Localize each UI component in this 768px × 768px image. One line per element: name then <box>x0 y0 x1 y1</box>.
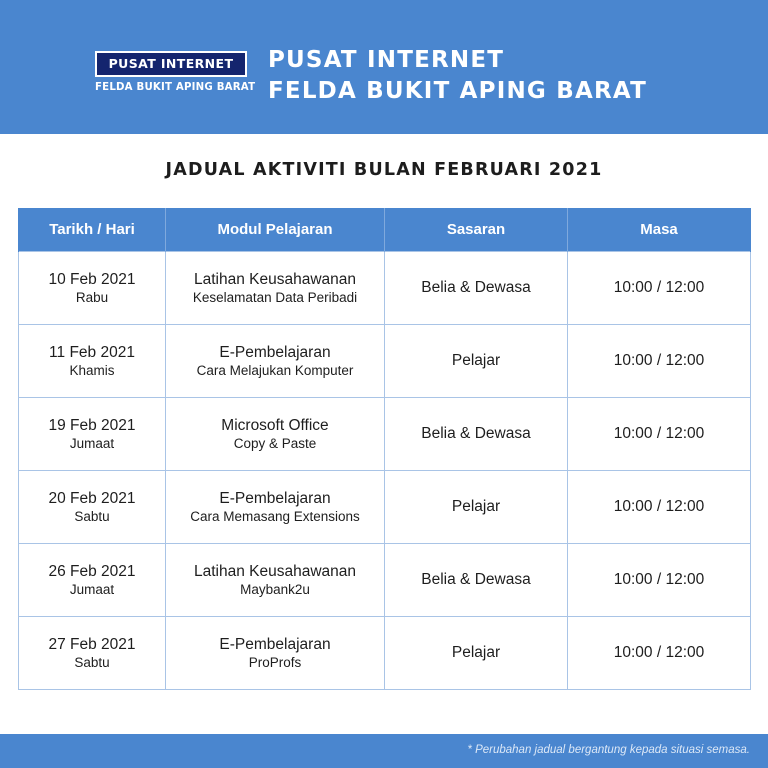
logo-text: PUSAT INTERNET <box>95 51 247 77</box>
footer-bar <box>0 734 768 768</box>
table-row <box>19 325 751 398</box>
header-banner <box>0 0 768 134</box>
module-text: Latihan Keusahawanan <box>193 562 357 580</box>
day-text: Sabtu <box>74 508 110 524</box>
date-text: 26 Feb 2021 <box>48 562 136 580</box>
table-row <box>19 471 751 544</box>
module-text: E-Pembelajaran <box>219 489 331 507</box>
day-text: Rabu <box>75 289 109 305</box>
footnote: * Perubahan jadual bergantung kepada situasi semasa. <box>467 744 750 756</box>
date-cell <box>19 398 166 471</box>
table-header <box>19 208 751 252</box>
schedule-table <box>18 208 751 690</box>
topic-text: Maybank2u <box>240 581 310 597</box>
day-text: Jumaat <box>69 581 115 597</box>
time-cell: 10:00 / 12:00 <box>568 617 751 690</box>
module-cell <box>166 471 385 544</box>
module-text: Latihan Keusahawanan <box>193 270 357 288</box>
topic-text: Keselamatan Data Peribadi <box>192 289 358 305</box>
header-title-line1: PUSAT INTERNET <box>268 47 505 73</box>
header-row <box>19 208 751 252</box>
topic-text: Cara Melajukan Komputer <box>196 362 354 378</box>
table-row <box>19 398 751 471</box>
time-cell: 10:00 / 12:00 <box>568 252 751 325</box>
column-header-target: Sasaran <box>385 208 568 252</box>
day-text: Jumaat <box>69 435 115 451</box>
topic-text: Copy & Paste <box>233 435 317 451</box>
module-cell <box>166 617 385 690</box>
date-text: 20 Feb 2021 <box>48 489 136 507</box>
time-cell: 10:00 / 12:00 <box>568 325 751 398</box>
table-body <box>19 252 751 690</box>
date-cell <box>19 617 166 690</box>
target-cell: Belia & Dewasa <box>385 544 568 617</box>
time-cell: 10:00 / 12:00 <box>568 471 751 544</box>
table-row <box>19 252 751 325</box>
module-cell <box>166 325 385 398</box>
table-row <box>19 617 751 690</box>
column-header-date: Tarikh / Hari <box>19 208 166 252</box>
time-cell: 10:00 / 12:00 <box>568 544 751 617</box>
module-cell <box>166 252 385 325</box>
module-text: Microsoft Office <box>221 416 329 434</box>
module-text: E-Pembelajaran <box>219 343 331 361</box>
target-cell: Belia & Dewasa <box>385 398 568 471</box>
target-cell: Pelajar <box>385 471 568 544</box>
date-text: 19 Feb 2021 <box>48 416 136 434</box>
header-title <box>268 45 647 107</box>
header-title-line2: FELDA BUKIT APING BARAT <box>268 78 647 104</box>
column-header-module: Modul Pelajaran <box>166 208 385 252</box>
module-text: E-Pembelajaran <box>219 635 331 653</box>
date-cell <box>19 544 166 617</box>
date-text: 11 Feb 2021 <box>49 343 135 361</box>
topic-text: Cara Memasang Extensions <box>190 508 360 524</box>
module-cell <box>166 544 385 617</box>
table-row <box>19 544 751 617</box>
topic-text: ProProfs <box>248 654 302 670</box>
logo <box>95 51 256 93</box>
date-text: 27 Feb 2021 <box>48 635 136 653</box>
date-text: 10 Feb 2021 <box>48 270 136 288</box>
time-cell: 10:00 / 12:00 <box>568 398 751 471</box>
date-cell <box>19 325 166 398</box>
target-cell: Pelajar <box>385 617 568 690</box>
date-cell <box>19 252 166 325</box>
target-cell: Pelajar <box>385 325 568 398</box>
day-text: Khamis <box>69 362 115 378</box>
date-cell <box>19 471 166 544</box>
target-cell: Belia & Dewasa <box>385 252 568 325</box>
logo-subtext: FELDA BUKIT APING BARAT <box>95 82 256 93</box>
day-text: Sabtu <box>74 654 110 670</box>
page-title: JADUAL AKTIVITI BULAN FEBRUARI 2021 <box>165 160 603 180</box>
column-header-time: Masa <box>568 208 751 252</box>
module-cell <box>166 398 385 471</box>
